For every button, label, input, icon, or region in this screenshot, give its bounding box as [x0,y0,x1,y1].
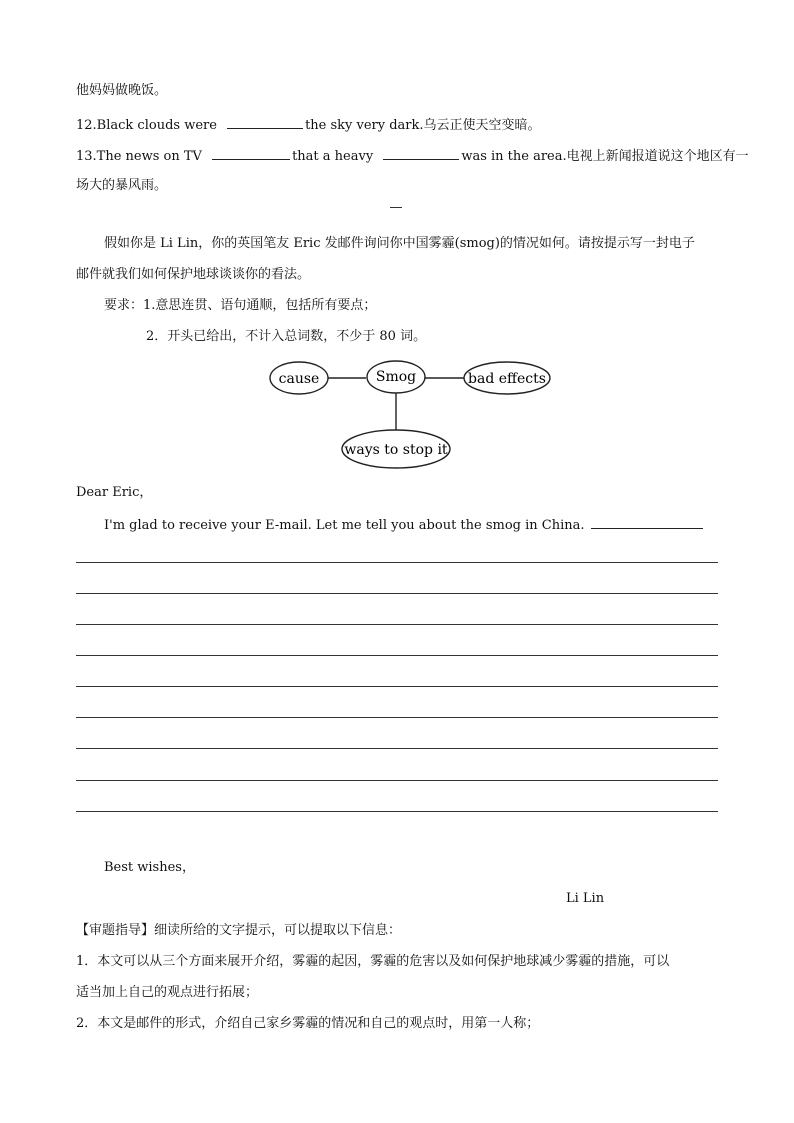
label-smog: Smog [375,369,417,385]
writing-line[interactable] [76,562,718,563]
prompt-line-2: 邮件就我们如何保护地球谈谈你的看法。 [76,267,311,282]
q13-blank-1[interactable] [212,147,290,160]
writing-line[interactable] [76,655,718,656]
q12-blank[interactable] [227,116,303,129]
q13-text-mid: that a heavy [292,149,374,164]
requirement-1: 要求：1.意思连贯、语句通顺，包括所有要点； [104,298,377,313]
guide-point-1-line-2: 适当加上自己的观点进行拓展； [76,985,259,1000]
label-ways: ways to stop it [344,442,448,458]
writing-line[interactable] [76,780,718,781]
letter-opening: I'm glad to receive your E-mail. Let me tell you about the smog in China. [104,518,585,533]
writing-line[interactable] [76,717,718,718]
guide-title: 【审题指导】细读所给的文字提示，可以提取以下信息： [76,923,402,938]
letter-signature: Li Lin [566,891,605,906]
section-divider [390,207,402,208]
q13-text-before: 13.The news on TV [76,149,202,164]
requirement-2: 2．开头已给出，不计入总词数，不少于 80 词。 [146,329,427,344]
writing-line[interactable] [76,686,718,687]
writing-line[interactable] [76,748,718,749]
q12-text-before: 12.Black clouds were [76,118,217,133]
prompt-line-1: 假如你是 Li Lin，你的英国笔友 Eric 发邮件询问你中国雾霾(smog)的情况如何。请按提示写一封电子 [104,236,695,251]
letter-greeting: Dear Eric， [76,485,153,500]
writing-line[interactable] [76,593,718,594]
label-cause: cause [278,371,320,387]
writing-line[interactable] [76,624,718,625]
smog-mind-map [260,355,560,473]
writing-line[interactable] [76,811,718,812]
question-13 [76,147,749,165]
label-bad-effects: bad effects [468,371,546,387]
guide-point-2: 2．本文是邮件的形式，介绍自己家乡雾霾的情况和自己的观点时，用第一人称； [76,1016,540,1031]
exercise-line-cont: 他妈妈做晚饭。 [76,83,168,98]
guide-point-1-line-1: 1．本文可以从三个方面来展开介绍，雾霾的起因，雾霾的危害以及如何保护地球减少雾霾的措施，可以 [76,954,670,969]
q12-text-after: the sky very dark.乌云正使天空变暗。 [305,118,541,133]
q13-cont: 场大的暴风雨。 [76,178,168,193]
question-12 [76,116,541,134]
letter-closing: Best wishes， [104,860,195,875]
letter-opening-row [104,516,705,534]
q13-blank-2[interactable] [383,147,459,160]
letter-opening-blank[interactable] [591,516,703,529]
q13-text-after: was in the area.电视上新闻报道说这个地区有一 [461,149,749,164]
